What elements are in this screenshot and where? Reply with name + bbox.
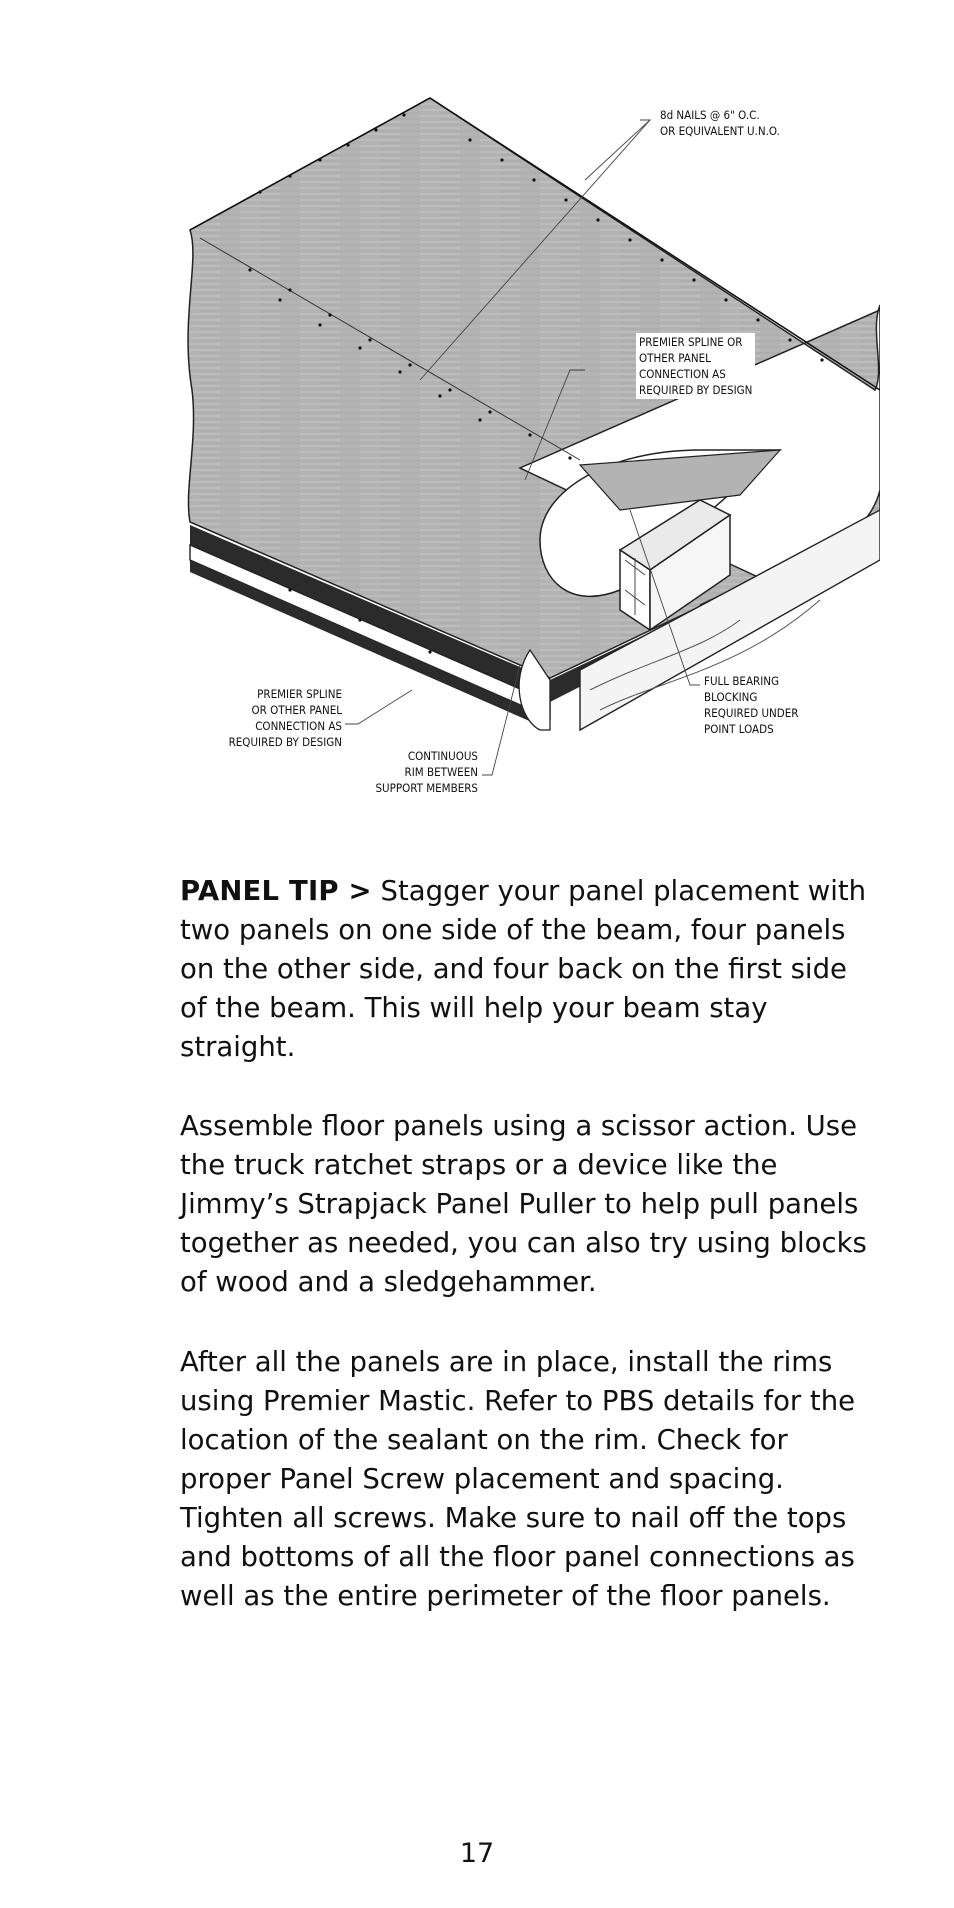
- floor-panel-diagram: [180, 90, 880, 810]
- callout-spline-left: PREMIER SPLINE OR OTHER PANEL CONNECTION AS REQUIRED BY DESIGN: [228, 687, 342, 749]
- callout-spline-top: PREMIER SPLINE OR OTHER PANEL CONNECTION AS REQUIRED BY DESIGN: [636, 333, 755, 399]
- panel-tip-label: PANEL TIP >: [180, 875, 372, 907]
- rim-install-paragraph: After all the panels are in place, install the rims using Premier Mastic. Refer to PBS details for the location of the sealant on the rim. Check for proper Panel Screw placement and spacing. Tighten all screws. Make sure to nail off the tops and bottoms of all the floor panel connections as well as the entire perimeter of the floor panels.: [180, 1346, 856, 1612]
- panel-tip-text: Stagger your panel placement with two panels on one side of the beam, four panels on the other side, and four back on the first side of the beam. This will help your beam stay straight.: [180, 875, 867, 1063]
- assembly-paragraph: Assemble floor panels using a scissor action. Use the truck ratchet straps or a device like the Jimmy’s Strapjack Panel Puller to help pull panels together as needed, you can also try using blocks of wood and a sledgehammer.: [180, 1110, 867, 1298]
- page-number: 17: [459, 1838, 495, 1869]
- callout-blocking: FULL BEARING BLOCKING REQUIRED UNDER POINT LOADS: [704, 674, 799, 736]
- panel-tip-paragraph: [180, 872, 880, 1067]
- callout-rim: CONTINUOUS RIM BETWEEN SUPPORT MEMBERS: [375, 749, 478, 795]
- callout-nails: 8d NAILS @ 6" O.C. OR EQUIVALENT U.N.O.: [660, 108, 780, 138]
